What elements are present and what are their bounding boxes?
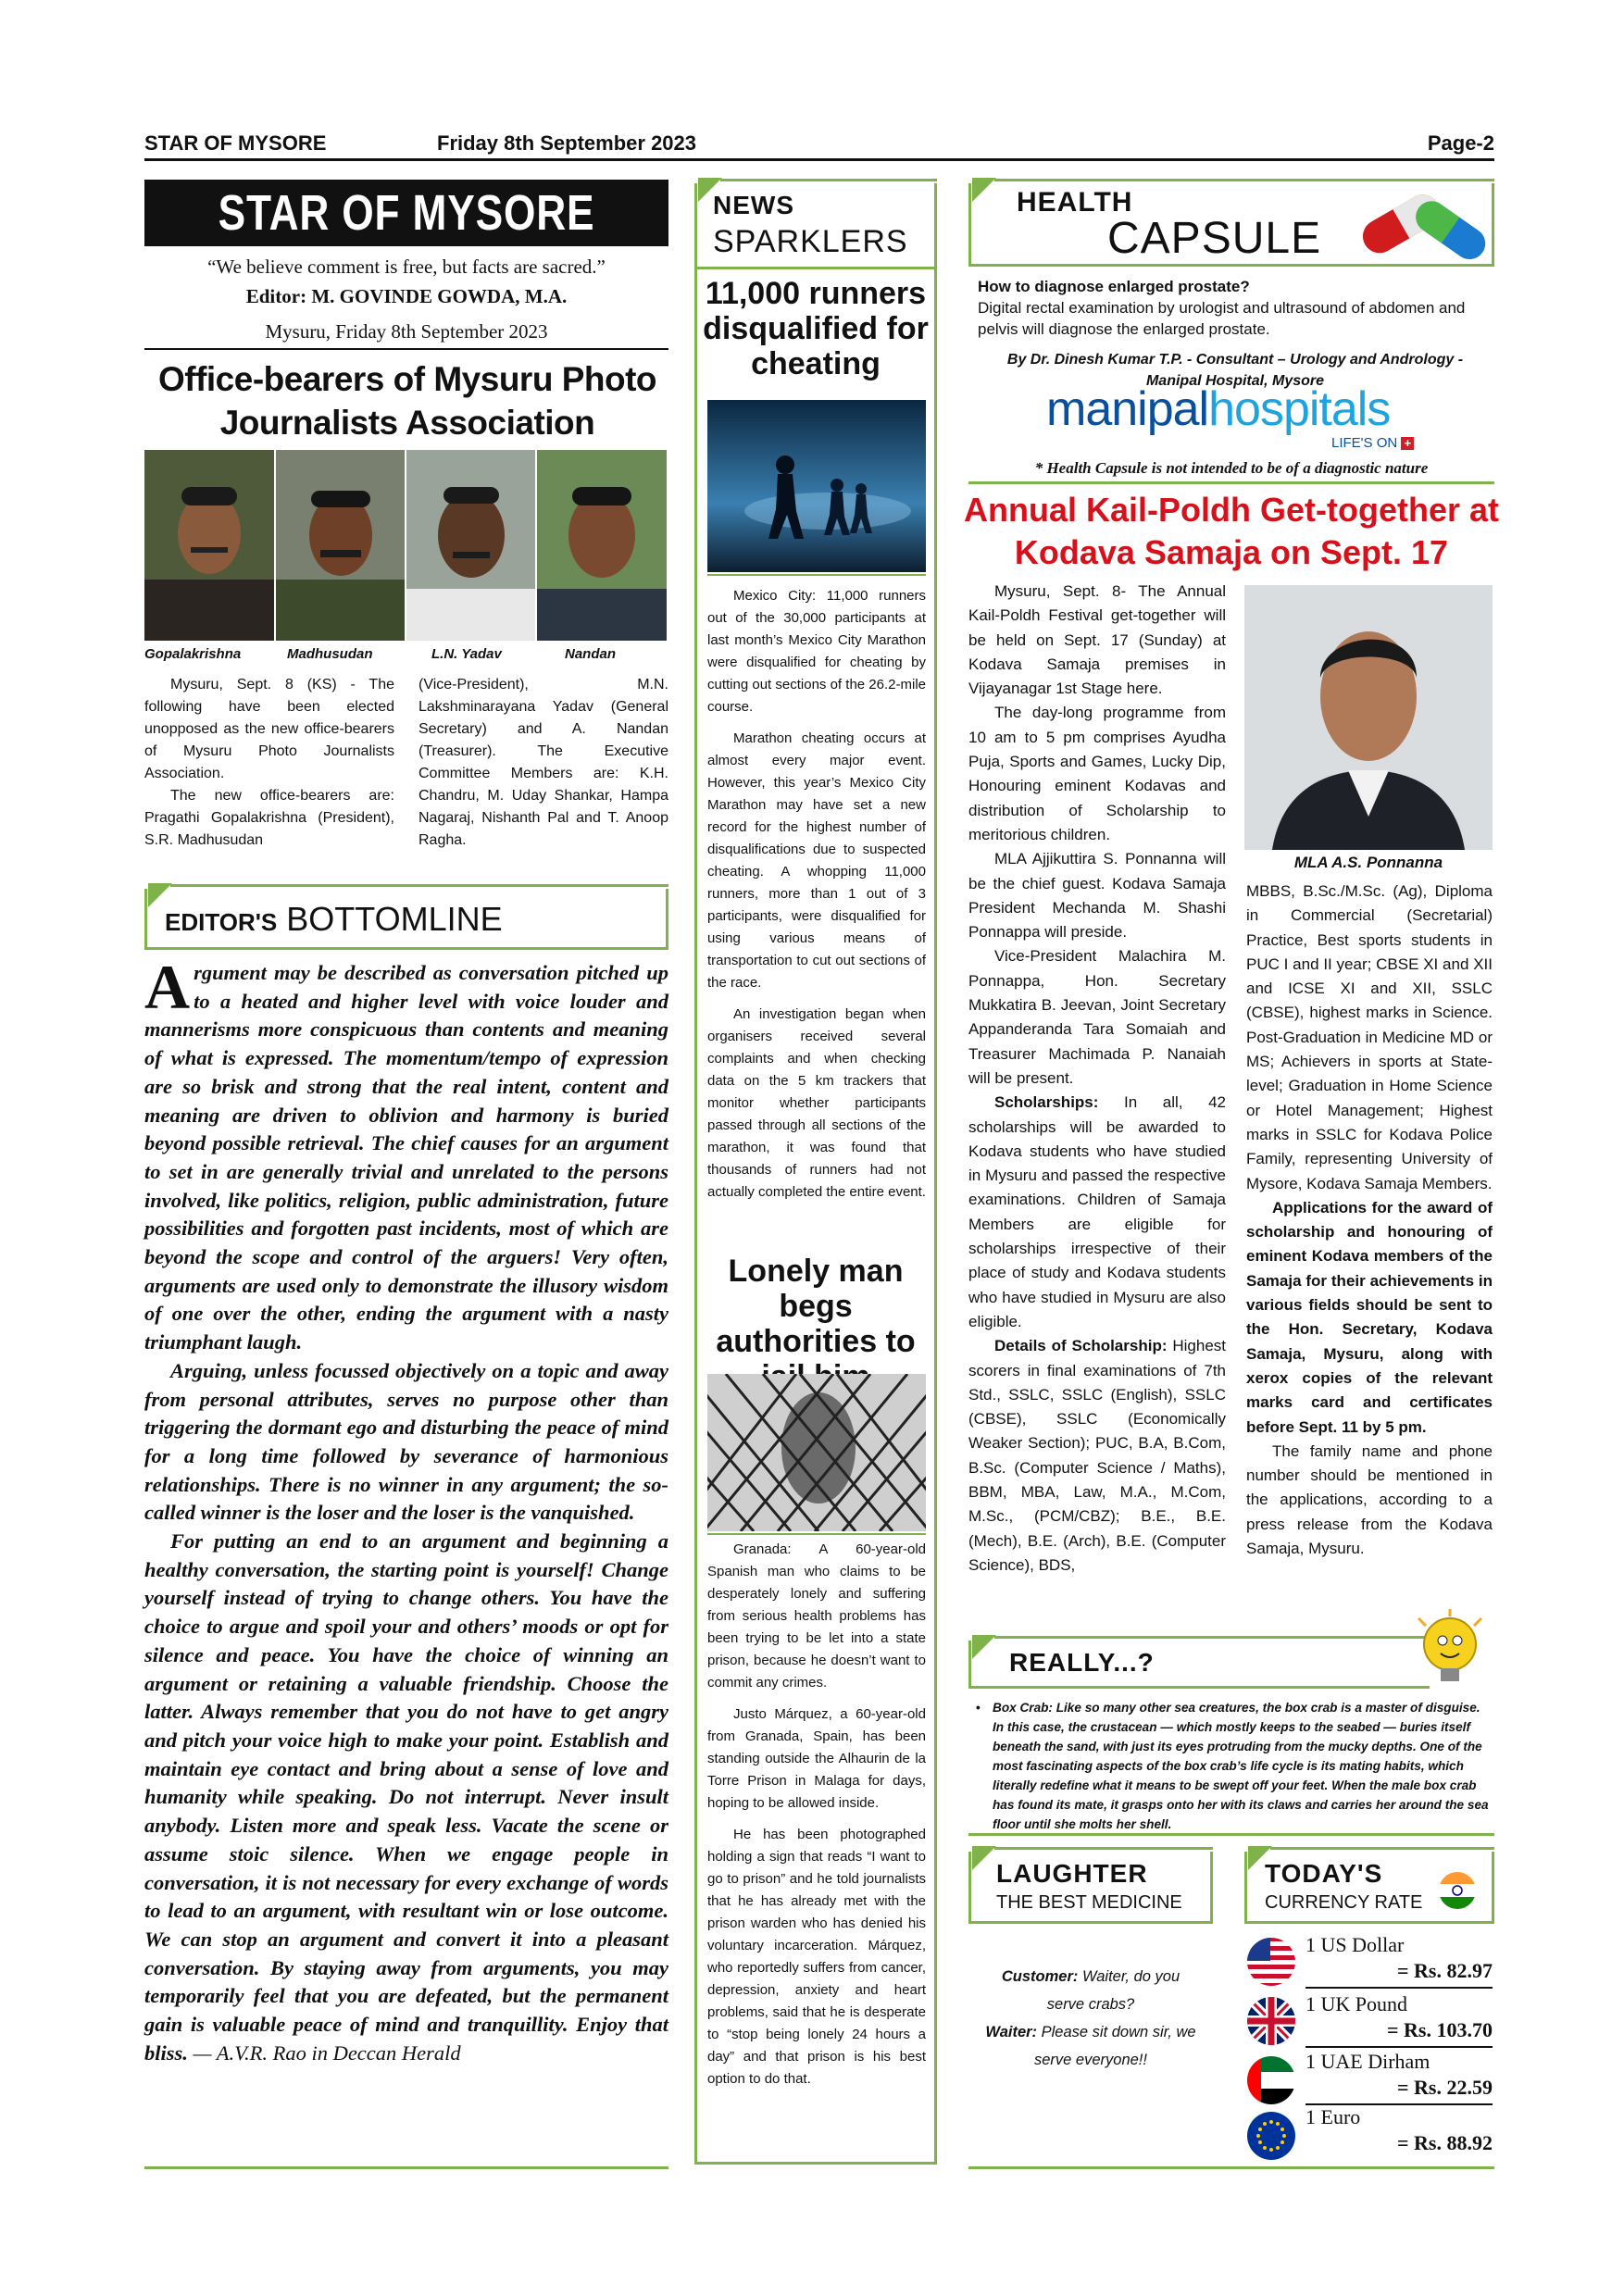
currency-name-eur: 1 Euro [1305, 2105, 1361, 2128]
kodava-p3: MLA Ajjikuttira S. Ponnanna will be the chief guest. Kodava Samaja President Mechanda M. Shashi Ponnappa will preside. [968, 850, 1226, 942]
currency-row-rule [1305, 2046, 1493, 2048]
photo-story-col2: (Vice-President), M.N. Lakshminarayana Yadav (General Secretary) and A. Nandan (Treasurer). The Executive Committee Members are: K.H. Chandru, M. Uday Shankar, Hampa Nagaraj, Nishanth Pal and T. Anoop Ragha. [418, 677, 668, 848]
editorial-p2: Arguing, unless focussed objectively on a topic and away from personal attributes, serves no purpose other than triggering the dormant ego and disturbing the peace of mind for a long time followed by severance of harmonious relationships. There is no winner in any argument; the so-called winner is the loser and the loser is the vanquished. [144, 1358, 668, 1525]
bullet-icon: • [976, 1701, 981, 1715]
ponnanna-photo [1244, 585, 1493, 850]
header-date: Friday 8th September 2023 [437, 131, 697, 155]
health-label-bold: HEALTH [1017, 187, 1133, 218]
health-question: How to diagnose enlarged prostate? [978, 278, 1250, 295]
prison-fence-photo [707, 1374, 926, 1531]
kodava-c2-p2: Applications for the award of scholarship and honouring of eminent Kodava members of the Samaja for their achievements in various fields should be sent to the Hon. Secretary, Kodava Samaja, Mysuru, along with xerox copies of the relevant marks card and certificates before Sept. 11 by 5 pm. [1246, 1198, 1493, 1436]
currency-row [1246, 2107, 1493, 2165]
laughter-joke [981, 1963, 1200, 2074]
caption-2: Madhusudan [287, 646, 373, 662]
really-notch [972, 1635, 996, 1659]
currency-top-line [1270, 1847, 1494, 1850]
currency-row-rule [1305, 1987, 1493, 1989]
editorial-body [144, 952, 668, 2067]
kodava-p6-lead: Details of Scholarship: [994, 1337, 1168, 1355]
kodava-p5: In all, 42 scholarships will be awarded to Kodava students who have studied in Mysuru and passed the respective examinations. Children of Samaja Members are eligible for scholarships irrespective of their place of study and Kodava students who have studied in Mysuru are also eligible. [968, 1093, 1226, 1330]
editorial-label [165, 900, 503, 939]
sparklers-label-rule [694, 267, 937, 269]
plus-icon: + [1401, 437, 1414, 450]
editorial-dropcap: A [144, 952, 191, 1022]
kodava-col2 [1246, 880, 1493, 1561]
kodava-c2-p3: The family name and phone number should be mentioned in the applications, according to a press release from the Kodava Samaja, Mysuru. [1246, 1441, 1493, 1558]
really-text [972, 1698, 1494, 1834]
lonely-p2: Justo Márquez, a 60-year-old from Granada, Spain, has been standing outside the Alhaurin de la Torre Prison in Malaga for days, hoping to be allowed inside. [707, 1706, 926, 1811]
editorial-label-bold: EDITOR'S [165, 908, 278, 936]
currency-rate-usd: = Rs. 82.97 [1397, 1959, 1493, 1982]
masthead-editor: Editor: M. GOVINDE GOWDA, M.A. [245, 285, 568, 307]
office-bearers-photos [144, 450, 668, 641]
laughter-top-line [994, 1847, 1213, 1850]
editorial-credit: — A.V.R. Rao in Deccan Herald [193, 2040, 461, 2065]
editorial-top-line [170, 884, 668, 887]
currency-rate-aed: = Rs. 22.59 [1397, 2076, 1493, 2099]
health-qa [978, 276, 1493, 392]
joke-customer-line: Waiter, do you serve crabs? [1046, 1968, 1181, 2013]
editorial-p3: For putting an end to an argument and beginning a healthy conversation, the starting point is yourself! Change yourself instead of trying to change others. You have the choice to argue and spoil your and others’ moods or opt for silence and peace. You have the choice of winning an argument or retaining a valuable friendship. Choose the latter. Always remember that you do not have to get angry and pitch your voice high to make your point. Establish and maintain eye contact and bring about a sense of love and humanity while speaking. Do not interrupt. Never insult anybody. Listen more and speak less. Vacate the scene or assume stoic silence. When we engage people in conversation, it is not necessary for every exchange of words to lead to an argument, with resultant win or lose outcome. We can stop an argument and convert it into a pleasant conversation. By staying away from arguments, you may temporarily feel that you are defeated, but the permanent gain is valuable peace of mind and tranquillity. Enjoy that bliss. [144, 1529, 668, 2065]
kodava-p2: The day-long programme from 10 am to 5 pm comprises Ayudha Puja, Sports and Games, Lucky Dip, Honouring eminent Kodavas and distribution of Scholarship to meritorious children. [968, 704, 1226, 843]
eu-flag-icon [1246, 2111, 1296, 2161]
caption-3: L.N. Yadav [431, 646, 502, 662]
health-answer: Digital rectal examination by urologist and ultrasound of abdomen and pelvis will diagnose the enlarged prostate. [978, 299, 1466, 338]
photo-ln-yadav [406, 450, 535, 641]
masthead-title [144, 180, 668, 246]
us-flag-icon [1246, 1937, 1296, 1987]
caption-1: Gopalakrishna [144, 646, 242, 662]
runners-photo-rule [707, 574, 926, 576]
capsule-pills-icon [1352, 181, 1491, 265]
ponnanna-caption: MLA A.S. Ponnanna [1293, 854, 1443, 871]
joke-customer-label: Customer: [1001, 1968, 1079, 1985]
runners-body [707, 585, 926, 1204]
kodava-headline: Annual Kail-Poldh Get-together at Kodava Samaja on Sept. 17 [963, 491, 1499, 571]
photo-madhusudan [276, 450, 405, 641]
laughter-label-bold: LAUGHTER [996, 1859, 1148, 1888]
header-page-number: Page-2 [1427, 131, 1494, 155]
masthead-motto: “We believe comment is free, but facts are sacred.” [207, 256, 606, 278]
header-rule [144, 158, 1494, 161]
india-flag-icon [1437, 1870, 1478, 1911]
manipal-logo-part1: manipal [1046, 382, 1209, 436]
runners-p3: An investigation began when organisers received several complaints and when checking data on the 5 km trackers that monitor whether participants passed through all sections of the marathon, it was found that thousands of runners had not actually completed the entire event. [707, 1006, 926, 1200]
col1-bottom-line [144, 2166, 668, 2169]
health-label: CAPSULE [1107, 214, 1322, 263]
lonely-man-headline: Lonely man begs authorities to [716, 1254, 916, 1359]
currency-row [1246, 1990, 1493, 2050]
health-bottom-line [968, 481, 1494, 484]
sparklers-label: SPARKLERS [713, 224, 908, 259]
currency-label: CURRENCY RATE [1265, 1892, 1423, 1913]
kodava-p5-lead: Scholarships: [994, 1093, 1099, 1112]
manipal-tagline-text: LIFE'S ON [1331, 435, 1398, 451]
fence-photo-rule [707, 1533, 926, 1535]
currency-row [1246, 2050, 1493, 2107]
really-body: Box Crab: Like so many other sea creatures, the box crab is a master of disguise. In this case, the crustacean — which mostly keeps to the seabed — buries itself beneath the sand, with just its eyes protruding from the mucky depths. One of the most fascinating aspects of the box crab’s life cycle is its mating habits, which literally redefine what it means to be swept off your feet. When the male box crab has found its mate, it grasps onto her with its claws and carries her around the sea floor until she molts her shell. [993, 1701, 1489, 1831]
kodava-p1: Mysuru, Sept. 8- The Annual Kail-Poldh Festival get-together will be held on Sept. 17 (Sunday) at Kodava Samaja premises in Vijayanagar 1st Stage here. [968, 582, 1226, 698]
kodava-p4: Vice-President Malachira M. Ponnappa, Hon. Secretary Mukkatira B. Jeevan, Joint Secretary Appanderanda Tara Somaiah and Treasurer Machimada P. Nanaiah will be present. [968, 947, 1226, 1087]
photo-story-headline: Office-bearers of Mysuru Photo Journalists Association [157, 360, 657, 442]
masthead-dateline: Mysuru, Friday 8th September 2023 [265, 320, 548, 343]
header-paper-name: STAR OF MYSORE [144, 131, 327, 155]
currency-table [1246, 1931, 1493, 2165]
photo-story-p1: Mysuru, Sept. 8 (KS) - The following have been elected unopposed as the new office-bearers of Mysuru Photo Journalists Association. [144, 677, 394, 781]
lonely-man-body [707, 1539, 926, 2090]
really-top-line [994, 1636, 1430, 1639]
bulb-mascot-icon [1405, 1609, 1494, 1689]
laughter-label: THE BEST MEDICINE [996, 1892, 1182, 1913]
really-bottom-line [968, 1833, 1494, 1836]
photo-gopalakrishna [144, 450, 274, 641]
currency-name-gbp: 1 UK Pound [1305, 1992, 1408, 2015]
photo-story-p2: The new office-bearers are: Pragathi Gopalakrishna (President), S.R. Madhusudan [144, 788, 394, 848]
currency-name-aed: 1 UAE Dirham [1305, 2050, 1430, 2073]
photo-story-col1 [144, 674, 394, 852]
manipal-logo [1046, 381, 1390, 437]
manipal-tagline [1331, 435, 1414, 451]
manipal-logo-part2: hospitals [1208, 382, 1391, 436]
currency-rate-eur: = Rs. 88.92 [1397, 2131, 1493, 2154]
currency-rate-gbp: = Rs. 103.70 [1387, 2018, 1493, 2041]
kodava-p6: Highest scorers in final examinations of 7th Std., SSLC, SSLC (English), SSLC (CBSE), SSLC (Economically Weaker Section); PUC, B.A, B.Com, B.Sc. (Computer Science / Maths), BBM, MBA, Law, M.A., M.Com, M.Sc., (PCM/CBZ); B.E., B.E.(Mech), B.E. (Arch), B.E. (Computer Science), BDS, [968, 1337, 1226, 1574]
runners-p1: Mexico City: 11,000 runners out of the 30,000 participants at last month’s Mexico City Marathon were disqualified for cheating by cutting out sections of the 26.2-mile course. [707, 588, 926, 715]
joke-waiter-label: Waiter: [985, 2024, 1038, 2040]
editorial-p1: rgument may be described as conversation pitched up to a heated and higher level with voice louder and mannerisms more conspicuous than contents and meaning of what is expressed. The momentum/tempo of expression are so brisk and strong that the real intent, content and meaning are driven to oblivion and harmony is buried beyond possible retrieval. The chief causes for an argument to set in are generally trivial and unrelated to the persons involved, like politics, religion, public administration, future possibilities and forgotten past incidents, most of which are beyond the scope and control of the arguers! Very often, arguments are used only to demonstrate the illusory wisdom of one over the other, ending the argument with a nasty triumphant laugh. [144, 961, 668, 1354]
photo-nandan [537, 450, 667, 641]
lonely-p1: Granada: A 60-year-old Spanish man who claims to be desperately lonely and suffering from serious health problems has been trying to be let into a state prison, because he doesn’t want to commit any crimes. [707, 1541, 926, 1691]
editorial-label-text: BOTTOMLINE [286, 900, 503, 938]
health-byline: By Dr. Dinesh Kumar T.P. - Consultant – Urology and Andrology - Manipal Hospital, Mysore [1006, 352, 1464, 389]
kodava-c2-p1: MBBS, B.Sc./M.Sc. (Ag), Diploma in Commercial (Secretarial) Practice, Best sports students in PUC I and II year; CBSE XI and XII and ICSE XI and XII, SSLC (CBSE), highest marks in Science. Post-Graduation in Medicine MD or MS; Achievers in sports at State-level; Graduation in Home Science or Hotel Management; Highest marks in SSLC for Kodava Police Family, representing University of Mysore, Kodava Samaja Members. [1246, 882, 1493, 1192]
currency-name-usd: 1 US Dollar [1305, 1933, 1405, 1956]
kodava-col1 [968, 580, 1226, 1578]
uae-flag-icon [1246, 2055, 1296, 2105]
laughter-notch [972, 1846, 996, 1870]
health-notch [972, 178, 996, 202]
runners-p2: Marathon cheating occurs at almost every major event. However, this year’s Mexico City Marathon may have set a new record for the highest number of disqualifications due to suspected cheating. A whopping 11,000 runners, more than 1 out of 3 participants, were disqualified for using various means of transportation to cut out sections of the race. [707, 730, 926, 991]
caption-4: Nandan [565, 646, 617, 662]
masthead-rule [144, 348, 668, 350]
uk-flag-icon [1246, 1996, 1296, 2046]
sparklers-top-line [720, 179, 937, 181]
masthead-title-text: STAR OF MYSORE [218, 185, 595, 241]
currency-label-bold: TODAY'S [1265, 1859, 1383, 1888]
runners-photo [707, 400, 926, 572]
currency-row [1246, 1931, 1493, 1990]
sparklers-label-bold: NEWS [713, 191, 794, 219]
really-label: REALLY...? [1009, 1648, 1155, 1677]
lonely-p3: He has been photographed holding a sign that reads “I want to go to prison” and he told journalists that he has already met with the prison warden who has denied his voluntary incarceration. Márquez, who reportedly suffers from cancer, depression, anxiety and heart problems, said that he is desperate to “stop being lonely 24 hours a day” and that prison is his best option to do that. [707, 1827, 926, 2087]
joke-waiter-line: Please sit down sir, we serve everyone!! [1034, 2024, 1196, 2068]
col3-bottom-line [968, 2166, 1494, 2169]
runners-headline: 11,000 runners disqualified for cheating [703, 276, 929, 381]
health-disclaimer: * Health Capsule is not intended to be of a diagnostic nature [1034, 459, 1429, 477]
